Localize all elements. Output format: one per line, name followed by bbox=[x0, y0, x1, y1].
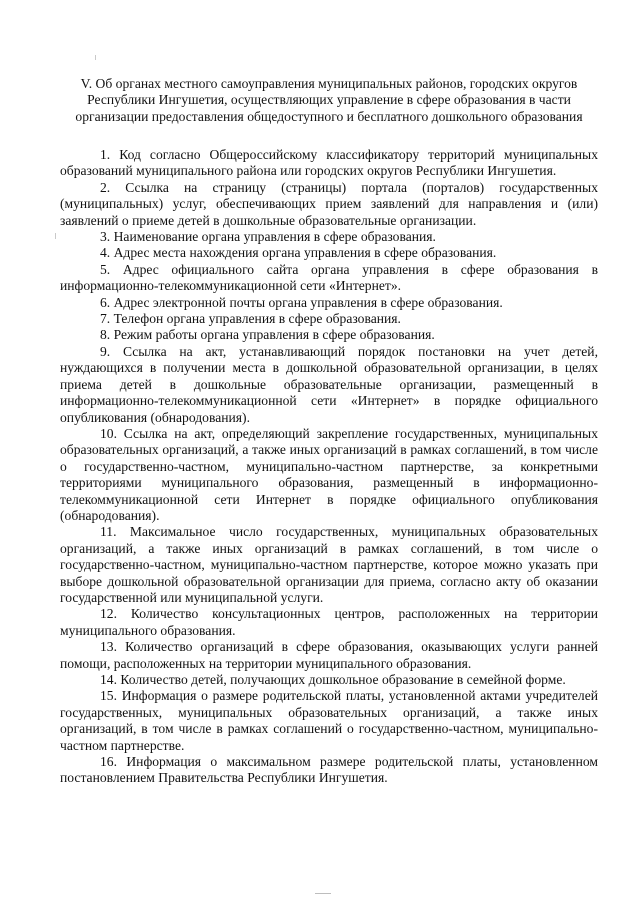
list-item: 3. Наименование органа управления в сфере образования. bbox=[100, 229, 436, 245]
section-body bbox=[60, 147, 598, 787]
scan-mark bbox=[95, 55, 96, 60]
list-item: 15. Информация о размере родительской платы, установленной актами учредителей государственных, муниципальных образовательных организаций, а также иных организаций, в том числе в рамках соглашений о государственно-частном, муниципально-частном партнерстве. bbox=[60, 688, 598, 753]
page-footer-mark bbox=[315, 893, 331, 894]
list-item: 13. Количество организаций в сфере образования, оказывающих услуги ранней помощи, расположенных на территории муниципального образования. bbox=[60, 639, 598, 671]
list-item: 14. Количество детей, получающих дошкольное образование в семейной форме. bbox=[100, 672, 566, 687]
list-item: 5. Адрес официального сайта органа управления в сфере образования в информационно-телекоммуникационной сети «Интернет». bbox=[60, 261, 598, 294]
list-item: 2. Ссылка на страницу (страницы) портала (порталов) государственных (муниципальных) услуг, обеспечивающих прием заявлений для направления и (или) заявлений о приеме детей в дошкольные образовательные организации. bbox=[60, 179, 598, 228]
list-item: 11. Максимальное число государственных, муниципальных образовательных организаций, а также иных организаций в рамках соглашений, в том числе о государственно-частном, муниципально-частном партнерстве, которое можно указать при выборе дошкольной образовательной организации для приема, согласно акту об оказании государственной или муниципальной услуги. bbox=[60, 524, 598, 605]
list-item: 9. Ссылка на акт, устанавливающий порядок постановки на учет детей, нуждающихся в получении места в дошкольной образовательной организации, в целях приема детей в дошкольные образовательные организации, размещенный в информационно-телекоммуникационной сети «Интернет» в порядке официального опубликования (обнародования). bbox=[60, 343, 598, 425]
list-item: 16. Информация о максимальном размере родительской платы, установленном постановлением Правительства Республики Ингушетия. bbox=[60, 754, 598, 786]
list-item: 7. Телефон органа управления в сфере образования. bbox=[100, 311, 401, 327]
list-item: 8. Режим работы органа управления в сфере образования. bbox=[100, 327, 435, 343]
list-item: 12. Количество консультационных центров, расположенных на территории муниципального образования. bbox=[60, 606, 598, 638]
list-item: 1. Код согласно Общероссийскому классификатору территорий муниципальных образований муниципального района или городских округов Республики Ингушетия. bbox=[60, 147, 598, 179]
scan-mark bbox=[55, 233, 56, 239]
section-heading: V. Об органах местного самоуправления муниципальных районов, городских округов Республики Ингушетия, осуществляющих управление в сфере образования в части организации предоставления общедоступного и бесплатного дошкольного образования bbox=[75, 76, 583, 124]
list-item: 10. Ссылка на акт, определяющий закрепление государственных, муниципальных образовательных организаций, а также иных организаций в рамках соглашений, в том числе о государственно-частном, муниципально-частном партнерстве, за конкретными территориями муниципального образования, размещенный в информационно-телекоммуникационной сети Интернет в порядке официального опубликования (обнародования). bbox=[60, 425, 598, 523]
list-item: 4. Адрес места нахождения органа управления в сфере образования. bbox=[100, 245, 497, 261]
list-item: 6. Адрес электронной почты органа управления в сфере образования. bbox=[100, 294, 503, 310]
